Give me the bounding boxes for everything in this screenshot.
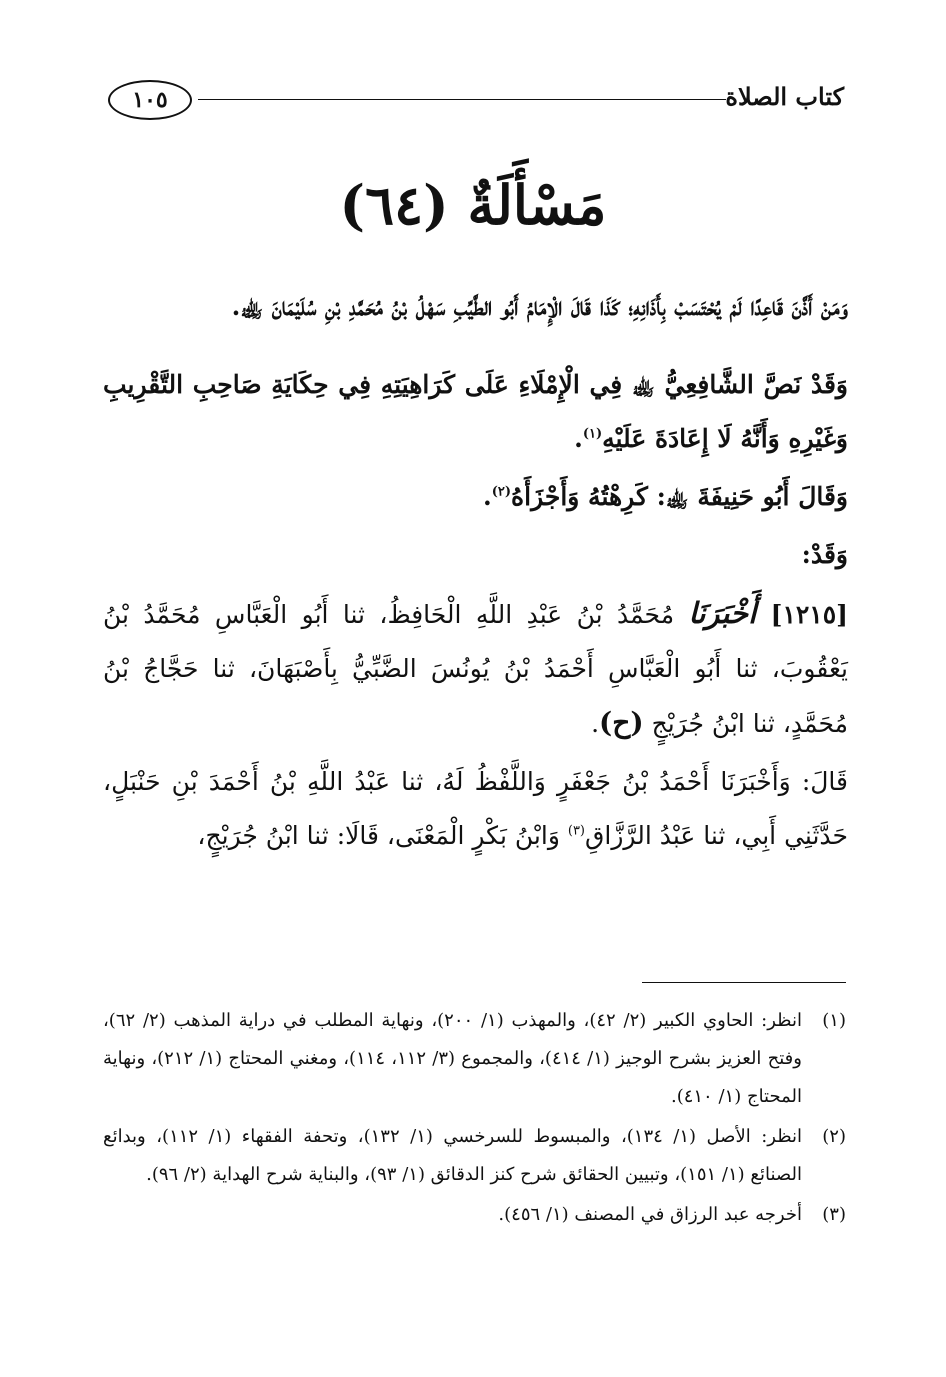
footnotes [103, 1002, 846, 1236]
paragraph-2-text: وَقَدْ نَصَّ الشَّافِعِيُّ ﵀ فِي الْإِمْلَاءِ عَلَى كَرَاهِيَتِهِ فِي حِكَايَةِ صَاحِبِ التَّقْرِيبِ وَغَيْرِهِ وَأَنَّهُ لَا إِعَادَةَ عَلَيْهِ [103, 370, 848, 453]
footnote-text: انظر: الأصل (١/ ١٣٤)، والمبسوط للسرخسي (١/ ١٣٢)، وتحفة الفقهاء (١/ ١١٢)، وبدائع الصنائع (١/ ١٥١)، وتبيين الحقائق شرح كنز الدقائق (١/ ٩٣)، والبناية شرح الهداية (٢/ ٩٦). [103, 1126, 802, 1185]
header-rule [198, 99, 726, 100]
paragraph-1: وَمَنْ أَذَّنَ قَاعِدًا لَمْ يُحْتَسَبْ بِأَذَانِهِ؛ كَذَا قَالَ الْإِمَامُ أَبُو الطَّيِّبِ سَهْلُ بْنُ مُحَمَّدِ بْنِ سُلَيْمَانَ ﵀. [231, 292, 848, 321]
tahwil-symbol: (ح) [599, 706, 644, 739]
paragraph-6-text: قَالَ: وَأَخْبَرَنَا أَحْمَدُ بْنُ جَعْفَرٍ وَاللَّفْظُ لَهُ، ثنا عَبْدُ اللَّهِ بْنُ أَحْمَدَ بْنِ حَنْبَلٍ، حَدَّثَنِي أَبِي، ثنا عَبْدُ الرَّزَّاقِ [103, 767, 848, 850]
paragraph-5 [103, 586, 848, 751]
paragraph-3-end: . [483, 482, 492, 511]
footnote-text: انظر: الحاوي الكبير (٢/ ٤٢)، والمهذب (١/ ٢٠٠)، ونهاية المطلب في دراية المذهب (٢/ ٦٢)، وفتح العزيز بشرح الوجيز (١/ ٤١٤)، والمجموع (٣/ ١١٢، ١١٤)، ومغني المحتاج (١/ ٢١٢)، ونهاية المحتاج (١/ ٤١٠). [103, 1010, 802, 1107]
footnote-2 [103, 1118, 846, 1194]
footnote-ref-3[interactable]: (٣) [567, 823, 585, 839]
akhbarana-word: أَخْبَرَنَا [688, 596, 757, 630]
main-text [103, 280, 848, 863]
footnote-1 [103, 1002, 846, 1116]
footnote-text: أخرجه عبد الرزاق في المصنف (١/ ٤٥٦). [498, 1204, 802, 1225]
footnote-separator [642, 982, 846, 983]
hadith-number: [١٢١٥] [770, 600, 848, 629]
paragraph-6-rest: وَابْنُ بَكْرٍ الْمَعْنَى، قَالَا: ثنا ابْنُ جُرَيْجٍ، [197, 821, 560, 850]
page-number: ١٠٥ [132, 87, 168, 113]
paragraph-2 [103, 358, 848, 466]
footnote-ref-1[interactable]: (١) [582, 426, 603, 442]
page-number-badge [108, 80, 192, 120]
footnote-3 [103, 1196, 846, 1234]
paragraph-2-end: . [574, 424, 583, 453]
paragraph-3 [103, 470, 848, 524]
paragraph-3-text: وَقَالَ أَبُو حَنِيفَةَ ﵀: كَرِهْتُهُ وَأَجْزَأَهُ [511, 482, 848, 511]
paragraph-4: وَقَدْ: [801, 540, 848, 569]
chapter-title: مَسْأَلَةٌ (٦٤) [339, 173, 607, 237]
footnote-number: (١) [822, 1010, 846, 1031]
footnote-number: (٣) [822, 1204, 846, 1225]
footnote-number: (٢) [822, 1126, 846, 1147]
page-header [108, 70, 844, 130]
paragraph-5-text: مُحَمَّدُ بْنُ عَبْدِ اللَّهِ الْحَافِظُ، ثنا أَبُو الْعَبَّاسِ مُحَمَّدُ بْنُ يَعْقُوبَ، ثنا أَبُو الْعَبَّاسِ أَحْمَدُ بْنُ يُونُسَ الضَّبِّيُّ بِأَصْبَهَانَ، ثنا حَجَّاجُ بْنُ مُحَمَّدٍ، ثنا ابْنُ جُرَيْجٍ [103, 600, 848, 738]
footnote-ref-2[interactable]: (٢) [491, 484, 512, 500]
paragraph-5-end: . [591, 709, 600, 738]
paragraph-6 [103, 755, 848, 863]
running-title: كتاب الصلاة [725, 82, 844, 111]
